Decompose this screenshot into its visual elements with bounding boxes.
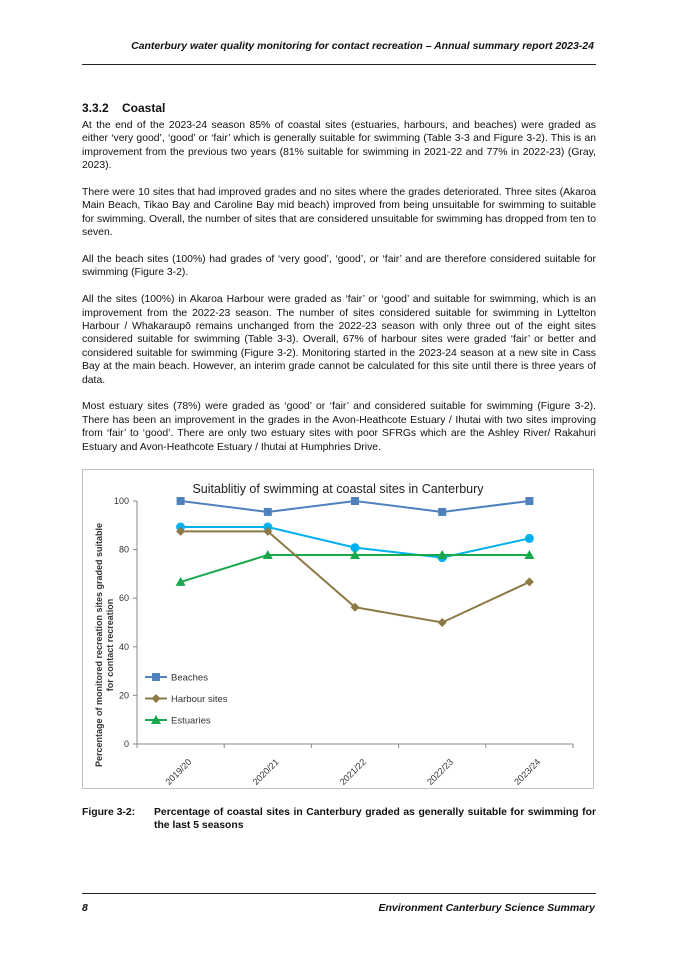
page-number: 8 — [82, 902, 88, 914]
x-tick-label: 2019/20 — [163, 756, 194, 787]
caption-label: Figure 3-2: — [82, 807, 136, 818]
y-axis-label: Percentage of monitored recreation sites graded suitable — [94, 522, 104, 768]
legend-label: Estuaries — [171, 715, 211, 727]
legend-marker — [152, 694, 161, 703]
footer-rule — [82, 893, 596, 894]
caption-text: Percentage of coastal sites in Canterbury graded as generally suitable for swimming for the last 5 seasons — [154, 807, 596, 832]
y-axis-label-line2: for contact recreation — [105, 598, 115, 692]
paragraph: All the beach sites (100%) had grades of ‘very good’, ‘good’, or ‘fair’ and are therefore considered suitable for swimming (Figure 3-2). — [82, 254, 596, 279]
x-tick-label: 2021/22 — [337, 756, 368, 787]
data-point — [351, 497, 359, 505]
paragraph: All the sites (100%) in Akaroa Harbour were graded as ‘fair’ or ‘good’ and suitable for swimming, which is an improvement from the 2022-23 season. The number of sites considered suitable for swimming in Lyttelton Harbour / Whakaraupō remains unchanged from the 2022-23 season with only three out of the eight sites considered suitable for swimming (Table 3-3). Overall, 67% of harbour sites were graded ‘fair’ or better and considered suitable for swimming (Figure 3-2). Monitoring started in the 2023-24 season at a new site in Cass Bay at the main beach. However, an interim grade cannot be calculated for this site until there is three years of data. — [82, 294, 596, 386]
section-number: 3.3.2 — [82, 101, 109, 115]
data-point — [525, 577, 534, 586]
data-point — [177, 497, 185, 505]
legend-label: Beaches — [171, 672, 208, 684]
y-tick-label: 100 — [113, 496, 129, 506]
running-header: Canterbury water quality monitoring for contact recreation – Annual summary report 2023-24 — [131, 40, 594, 52]
chart-canvas — [83, 470, 593, 788]
footer-publication: Environment Canterbury Science Summary — [378, 902, 595, 914]
chart-title: Suitablitiy of swimming at coastal sites in Canterbury — [192, 482, 484, 496]
data-point — [525, 497, 533, 505]
y-tick-label: 0 — [123, 739, 129, 749]
data-point — [438, 618, 447, 627]
data-point — [264, 508, 272, 516]
y-tick-label: 20 — [118, 690, 129, 701]
header-rule — [82, 64, 596, 65]
paragraph: There were 10 sites that had improved grades and no sites where the grades deteriorated. Three sites (Akaroa Main Beach, Tikao Bay and Caroline Bay mid beach) improved from being unsuitable for swimming to suitable for swimming. Overall, the number of sites that are considered unsuitable for swimming has dropped from ten to seven. — [82, 187, 596, 239]
section-heading — [82, 101, 165, 115]
y-tick-label: 60 — [118, 593, 129, 604]
x-tick-label: 2023/24 — [512, 756, 543, 787]
legend-marker — [152, 673, 160, 681]
figure-caption — [82, 806, 596, 833]
y-tick-label: 40 — [118, 641, 129, 652]
x-tick-label: 2020/21 — [250, 756, 281, 787]
data-point — [438, 508, 446, 516]
section-title: Coastal — [122, 101, 166, 115]
body-text — [82, 119, 596, 467]
line-chart — [82, 469, 594, 789]
paragraph: At the end of the 2023-24 season 85% of coastal sites (estuaries, harbours, and beaches) were graded as either ‘very good’, ‘good’ or ‘fair’ which is generally suitable for swimming (Table 3-3 and Figure 3-2). This is an improvement from the previous two years (81% suitable for swimming in 2021-22 and 77% in 2022-23) (Gray, 2023). — [82, 120, 596, 172]
data-point — [525, 534, 534, 543]
series-line — [181, 555, 530, 582]
paragraph: Most estuary sites (78%) were graded as ‘good’ or ‘fair’ and considered suitable for swimming (Figure 3-2). There has been an improvement in the grades in the Avon-Heathcote Estuary / Ihutai with two sites improving from ‘fair’ to ‘good’. There are only two estuary sites with poor SFRGs which are the Ashley River/ Rakahuri Estuary and Avon-Heathcote Estuary / Ihutai at Humphries Drive. — [82, 401, 596, 453]
legend-label: Harbour sites — [171, 694, 228, 705]
y-tick-label: 80 — [118, 544, 129, 555]
x-tick-label: 2022/23 — [425, 756, 456, 787]
